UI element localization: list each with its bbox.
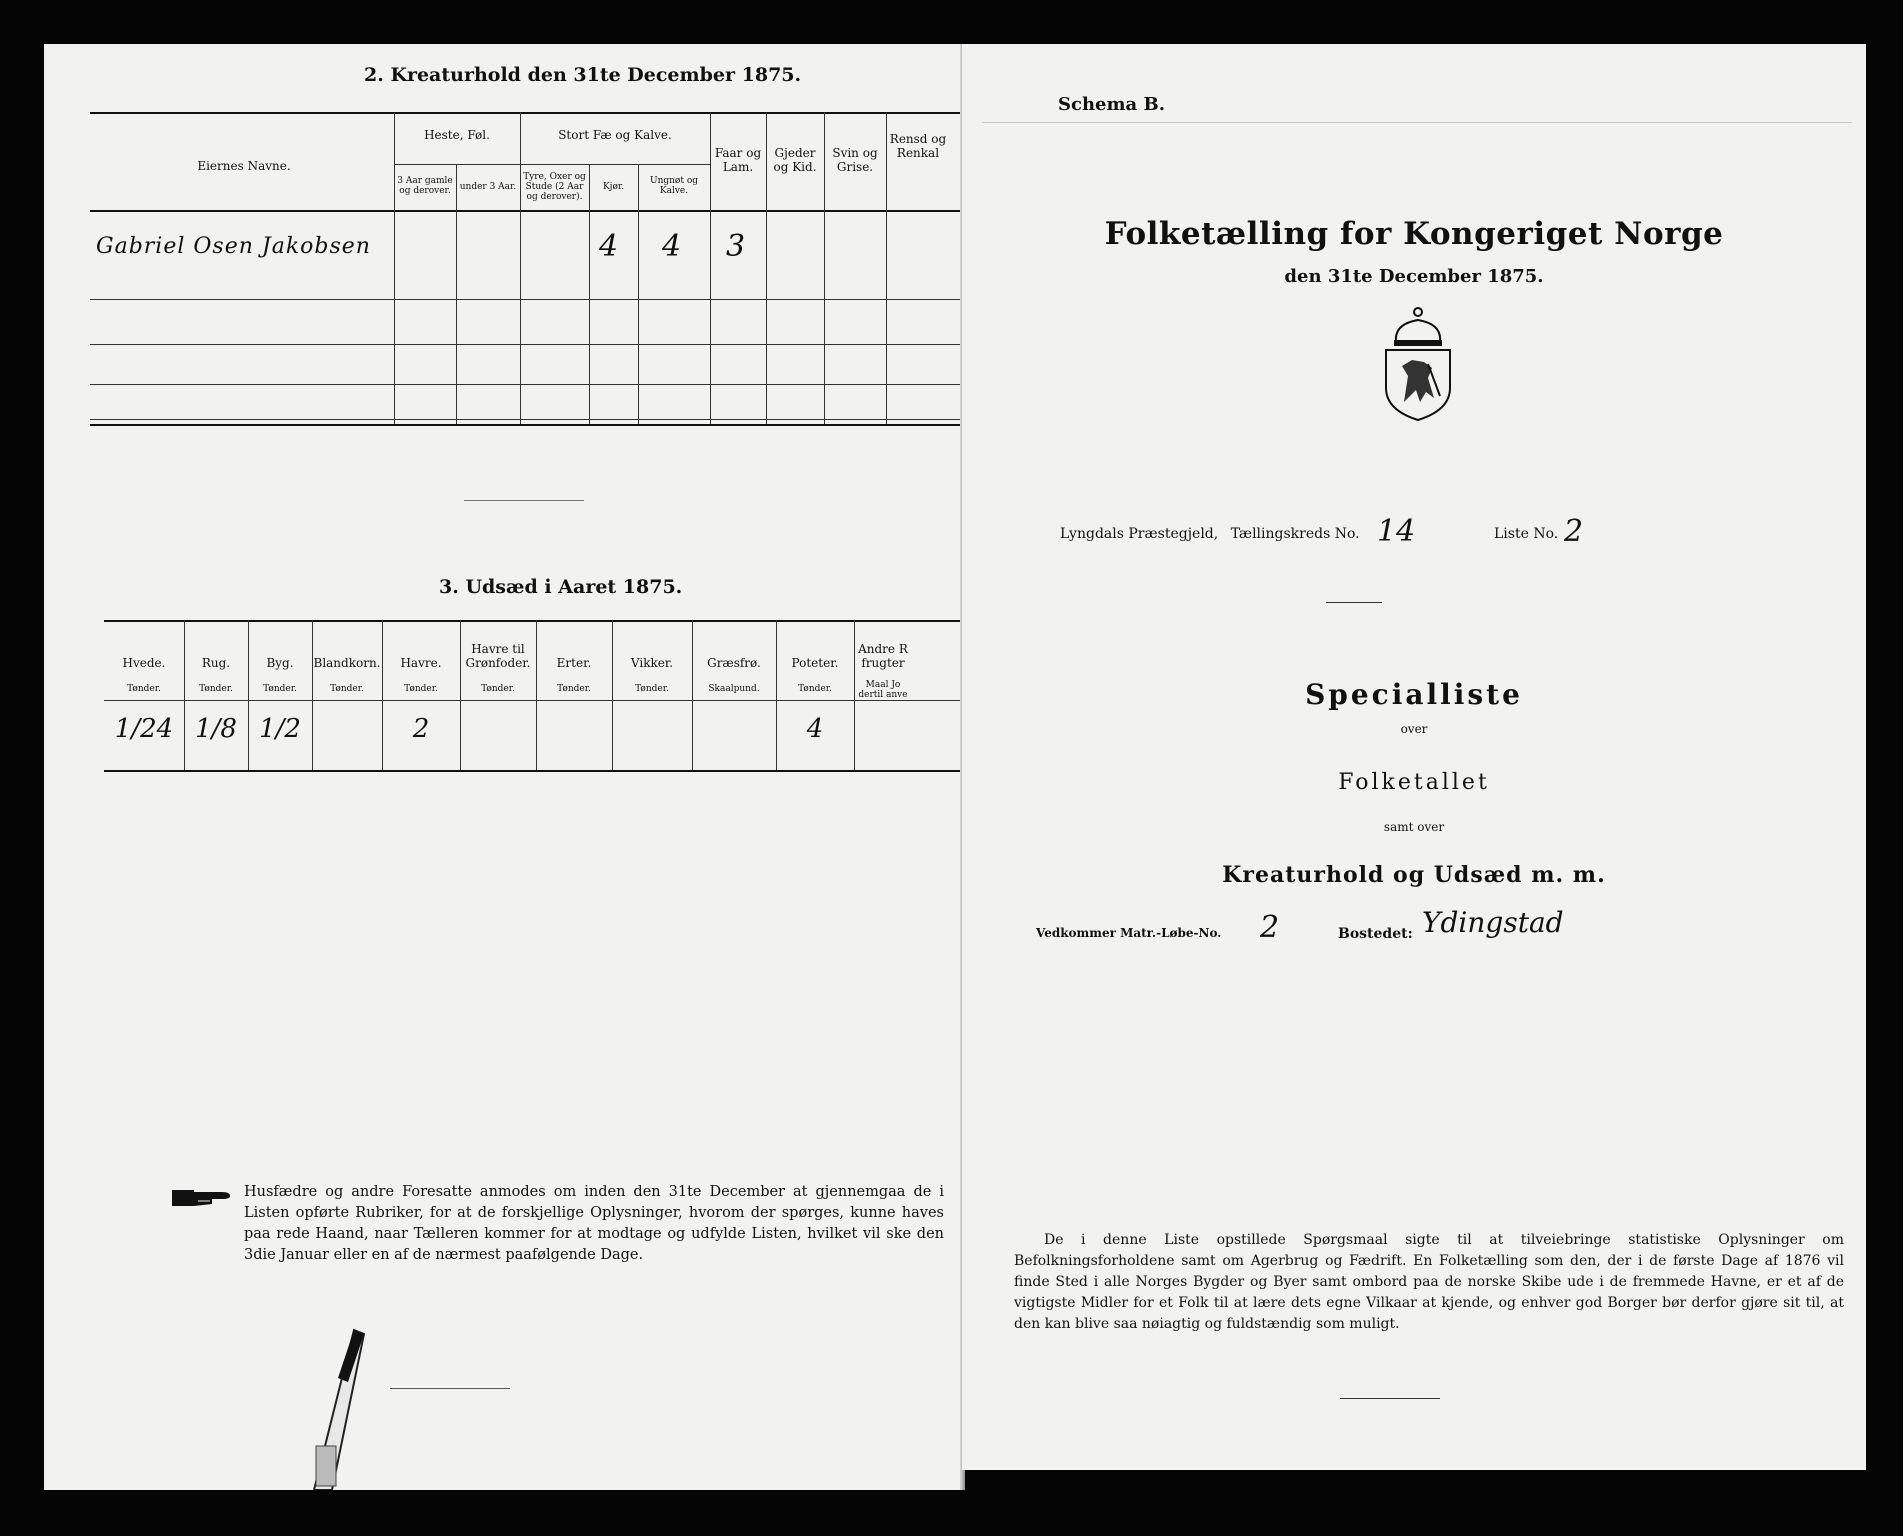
seed-unit: Skaalpund. bbox=[708, 684, 760, 694]
schema-label: Schema B. bbox=[1058, 94, 1165, 115]
seed-header: Havre. bbox=[400, 656, 442, 670]
seed-col-divider bbox=[692, 620, 693, 770]
kreaturhold-label: Kreaturhold og Udsæd m. m. bbox=[1222, 862, 1606, 888]
divider-short bbox=[464, 500, 584, 501]
main-title: Folketælling for Kongeriget Norge bbox=[1104, 216, 1724, 252]
bottom-rule bbox=[1340, 1398, 1440, 1399]
seed-col-divider bbox=[312, 620, 313, 770]
seed-value: 4 bbox=[806, 714, 824, 744]
left-page bbox=[44, 44, 960, 1490]
bosted-value: Ydingstad bbox=[1422, 906, 1564, 939]
seed-unit: Tønder. bbox=[635, 684, 669, 694]
right-page bbox=[962, 44, 1866, 1470]
seed-unit: Tønder. bbox=[263, 684, 297, 694]
seed-unit: Tønder. bbox=[199, 684, 233, 694]
seed-header: Andre R frugter bbox=[858, 642, 908, 670]
seed-value: 1/24 bbox=[114, 714, 174, 744]
seed-value: 1/2 bbox=[259, 714, 301, 744]
header-cattle-bulls: Tyre, Oxer og Stude (2 Aar og derover). bbox=[523, 172, 586, 202]
seed-header: Blandkorn. bbox=[313, 656, 381, 670]
header-reindeer: Rensd og Renkal bbox=[889, 132, 947, 160]
matr-value: 2 bbox=[1260, 910, 1280, 945]
district-value: 14 bbox=[1377, 514, 1416, 549]
seed-header: Rug. bbox=[201, 656, 231, 670]
livestock-title: 2. Kreaturhold den 31te December 1875. bbox=[364, 64, 802, 86]
seed-unit: Tønder. bbox=[404, 684, 438, 694]
date-line: den 31te December 1875. bbox=[1284, 266, 1544, 287]
seed-title: 3. Udsæd i Aaret 1875. bbox=[439, 576, 683, 598]
seed-unit: Tønder. bbox=[798, 684, 832, 694]
young-cattle-value: 4 bbox=[662, 229, 682, 264]
livestock-bottom-rule bbox=[90, 424, 960, 426]
folketallet-label: Folketallet bbox=[1338, 770, 1490, 795]
seed-header: Havre til Grønfoder. bbox=[465, 642, 531, 670]
header-sheep: Faar og Lam. bbox=[714, 146, 762, 174]
cows-value: 4 bbox=[599, 229, 619, 264]
seed-header: Poteter. bbox=[791, 656, 839, 670]
coat-of-arms-icon bbox=[1378, 306, 1458, 422]
seed-col-divider bbox=[248, 620, 249, 770]
signature-rule bbox=[390, 1388, 510, 1389]
header-horses-young: under 3 Aar. bbox=[459, 182, 517, 192]
matr-label: Vedkommer Matr.-Løbe-No. bbox=[1036, 926, 1222, 940]
seed-header: Græsfrø. bbox=[707, 656, 761, 670]
list-label: Liste No. bbox=[1494, 526, 1559, 542]
over-label: over bbox=[1400, 722, 1428, 736]
livestock-top-rule bbox=[90, 112, 960, 114]
bosted-label: Bostedet: bbox=[1338, 926, 1413, 942]
seed-header: Erter. bbox=[556, 656, 592, 670]
intro-paragraph: De i denne Liste opstillede Spørgsmaal sigte til at tilveiebringe statistiske Oplysninger om Befolkningsforholdene samt om Agerbrug og Fædrift. En Folketælling som den, der i de første Dage af 1876 vil finde Sted i alle Norges Bygder og Byer samt ombord paa de norske Skibe ude i de fremmede Havne, er et af de vigtigste Midler for et Folk til at lære dets egne Vilkaar at kjende, og enhver god Borger bør derfor gjøre sit til, at den kan blive saa nøiagtig og fuldstændig som muligt. bbox=[1014, 1232, 1844, 1332]
seed-value: 1/8 bbox=[195, 714, 237, 744]
seed-unit: Maal Jo dertil anve bbox=[858, 680, 908, 700]
owner-name: Gabriel Osen Jakobsen bbox=[96, 234, 371, 259]
header-owner: Eiernes Navne. bbox=[197, 159, 291, 173]
seed-value: 2 bbox=[412, 714, 430, 744]
header-cattle-cows: Kjør. bbox=[602, 182, 625, 192]
samt-over-label: samt over bbox=[1383, 820, 1445, 834]
seed-col-divider bbox=[184, 620, 185, 770]
special-title: Specialliste bbox=[1305, 678, 1523, 711]
seed-unit: Tønder. bbox=[557, 684, 591, 694]
seed-header: Vikker. bbox=[630, 656, 674, 670]
seed-col-divider bbox=[776, 620, 777, 770]
livestock-header-rule bbox=[90, 210, 960, 212]
header-horses: Heste, Føl. bbox=[424, 128, 490, 142]
pen-icon bbox=[292, 1326, 382, 1490]
notice-text: Husfædre og andre Foresatte anmodes om inden den 31te December at gjennemgaa de i Listen opførte Rubriker, for at de forskjellige Oplysninger, hvorom der spørges, kunne haves paa rede Haand, naar Tælleren kommer for at modtage og udfylde Listen, hvilket vil ske den 3die Januar eller en af de nærmest paafølgende Dage. bbox=[244, 1184, 944, 1263]
header-cattle: Stort Fæ og Kalve. bbox=[558, 128, 672, 142]
seed-unit: Tønder. bbox=[330, 684, 364, 694]
list-value: 2 bbox=[1564, 514, 1584, 549]
header-horses-old: 3 Aar gamle og derover. bbox=[397, 176, 453, 196]
seed-col-divider bbox=[612, 620, 613, 770]
seed-top-rule bbox=[104, 620, 960, 622]
header-pigs: Svin og Grise. bbox=[832, 146, 878, 174]
seed-col-divider bbox=[382, 620, 383, 770]
seed-header: Byg. bbox=[266, 656, 294, 670]
header-cattle-young: Ungnøt og Kalve. bbox=[649, 176, 698, 196]
district-label: Tællingskreds No. bbox=[1230, 526, 1360, 542]
pointing-hand-icon bbox=[172, 1186, 236, 1210]
sheep-value: 3 bbox=[726, 229, 746, 264]
seed-col-divider bbox=[536, 620, 537, 770]
seed-bottom-rule bbox=[104, 770, 960, 772]
seed-header: Hvede. bbox=[122, 656, 166, 670]
parish-label: Lyngdals Præstegjeld, bbox=[1060, 526, 1219, 542]
header-goats: Gjeder og Kid. bbox=[773, 146, 817, 174]
seed-unit: Tønder. bbox=[127, 684, 161, 694]
short-rule bbox=[1326, 602, 1382, 603]
seed-unit: Tønder. bbox=[481, 684, 515, 694]
